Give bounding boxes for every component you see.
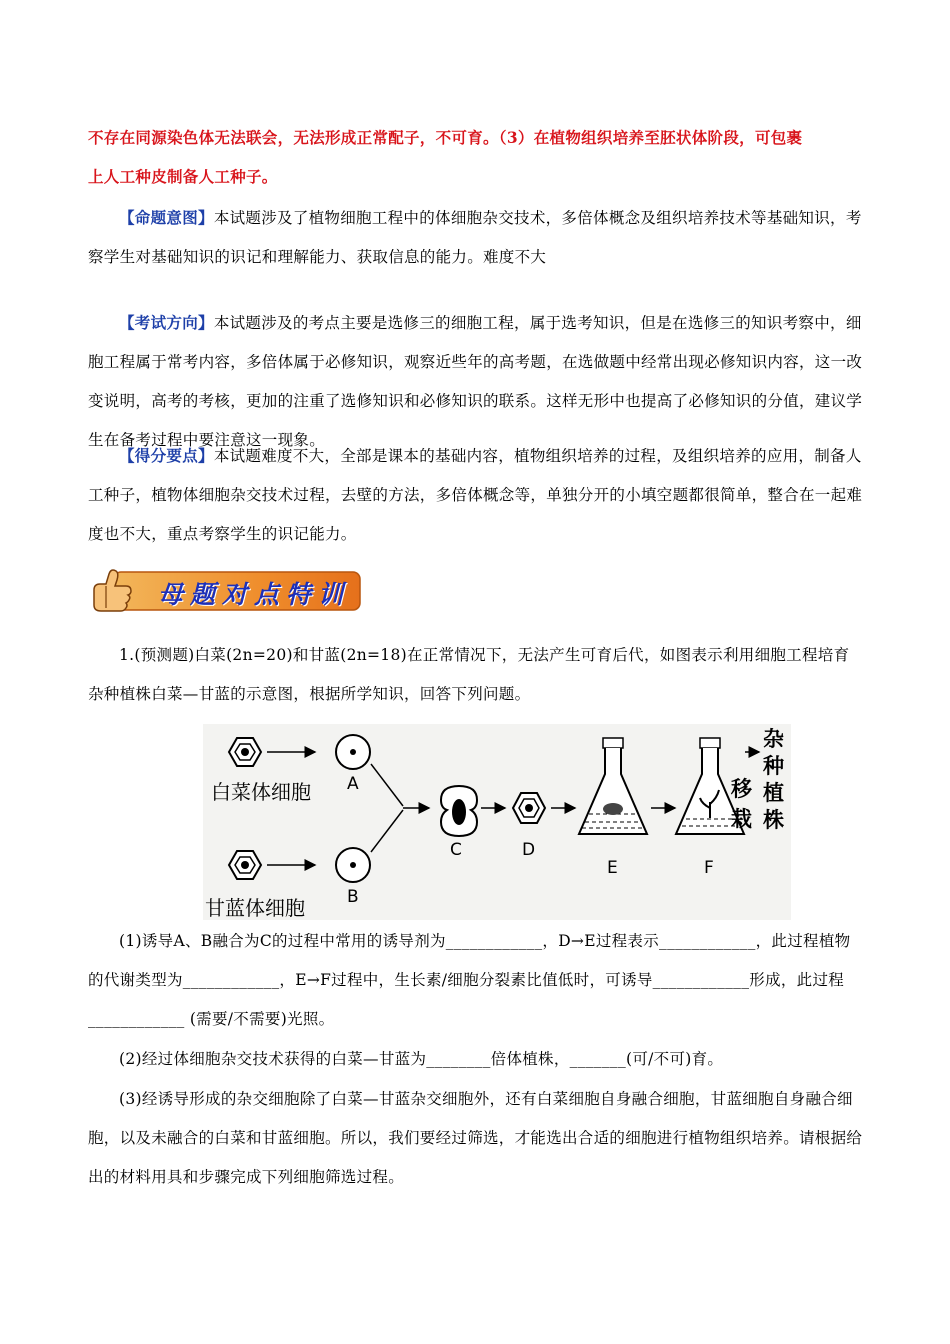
kaoshi-tag: 【考试方向】 xyxy=(119,313,214,332)
cabbage-cell-shape xyxy=(229,738,261,766)
transplant-label: 移栽 xyxy=(731,777,752,831)
label-d: D xyxy=(522,840,536,860)
label-c: C xyxy=(450,840,462,860)
mingti-paragraph xyxy=(88,198,863,277)
question-stem xyxy=(88,636,863,714)
question-part1-text: (1)诱导A、B融合为C的过程中常用的诱导剂为____________，D→E过程表示____________，此过程植物的代谢类型为____________，E→F过程中，生长素/细胞分裂素比值低时，可诱导____________形成，此过程____________ (需要/不需要)光照。 xyxy=(88,932,851,1028)
label-b: B xyxy=(347,887,359,907)
label-a: A xyxy=(347,774,359,794)
section-banner xyxy=(88,566,363,614)
defen-tag: 【得分要点】 xyxy=(119,446,214,465)
kaoshi-text: 本试题涉及的考点主要是选修三的细胞工程，属于选考知识，但是在选修三的知识考察中，细胞工程属于常考内容，多倍体属于必修知识，观察近些年的高考题，在选做题中经常出现必修知识内容，这一改变说明，高考的考核，更加的注重了选修知识和必修知识的联系。这样无形中也提高了必修知识的分值，建议学生在备考过程中要注意这一现象。 xyxy=(88,314,863,449)
cell-fusion-figure xyxy=(203,724,791,920)
intro-red-line2: 上人工种皮制备人工种子。 xyxy=(88,167,278,186)
kale-cell-label: 甘蓝体细胞 xyxy=(205,896,305,920)
question-part2-text: (2)经过体细胞杂交技术获得的白菜—甘蓝为________倍体植株，_______(可/不可)育。 xyxy=(119,1050,724,1068)
hybrid-plant-label: 杂种植株 xyxy=(763,727,784,832)
defen-paragraph xyxy=(88,436,863,554)
intro-red-paragraph xyxy=(88,118,863,196)
label-e: E xyxy=(607,858,618,878)
question-part2 xyxy=(88,1040,863,1079)
question-stem-text: 1.(预测题)白菜(2n=20)和甘蓝(2n=18)在正常情况下，无法产生可育后代，如图表示利用细胞工程培育杂种植株白菜—甘蓝的示意图，根据所学知识，回答下列问题。 xyxy=(88,646,850,703)
cabbage-cell-label: 白菜体细胞 xyxy=(211,780,311,804)
intro-red-line1: 不存在同源染色体无法联会，无法形成正常配子，不可育。（3）在植物组织培养至胚状体阶段，可包裹 xyxy=(88,128,803,147)
label-f: F xyxy=(704,858,714,878)
kale-cell-shape xyxy=(229,851,261,879)
mingti-text: 本试题涉及了植物细胞工程中的体细胞杂交技术，多倍体概念及组织培养技术等基础知识，考察学生对基础知识的识记和理解能力、获取信息的能力。难度不大 xyxy=(88,209,862,266)
banner-title: 母题对点特训 xyxy=(158,580,351,609)
question-part3 xyxy=(88,1080,863,1197)
question-part1 xyxy=(88,922,863,1039)
question-part3-text: (3)经诱导形成的杂交细胞除了白菜—甘蓝杂交细胞外，还有白菜细胞自身融合细胞，甘蓝细胞自身融合细胞，以及未融合的白菜和甘蓝细胞。所以，我们要经过筛选，才能选出合适的细胞进行植物组织培养。请根据给出的材料用具和步骤完成下列细胞筛选过程。 xyxy=(88,1090,863,1186)
defen-text: 本试题难度不大，全部是课本的基础内容，植物组织培养的过程，及组织培养的应用，制备人工种子，植物体细胞杂交技术过程，去壁的方法，多倍体概念等，单独分开的小填空题都很简单，整合在一起难度也不大，重点考察学生的识记能力。 xyxy=(88,447,863,543)
mingti-tag: 【命题意图】 xyxy=(119,208,214,227)
